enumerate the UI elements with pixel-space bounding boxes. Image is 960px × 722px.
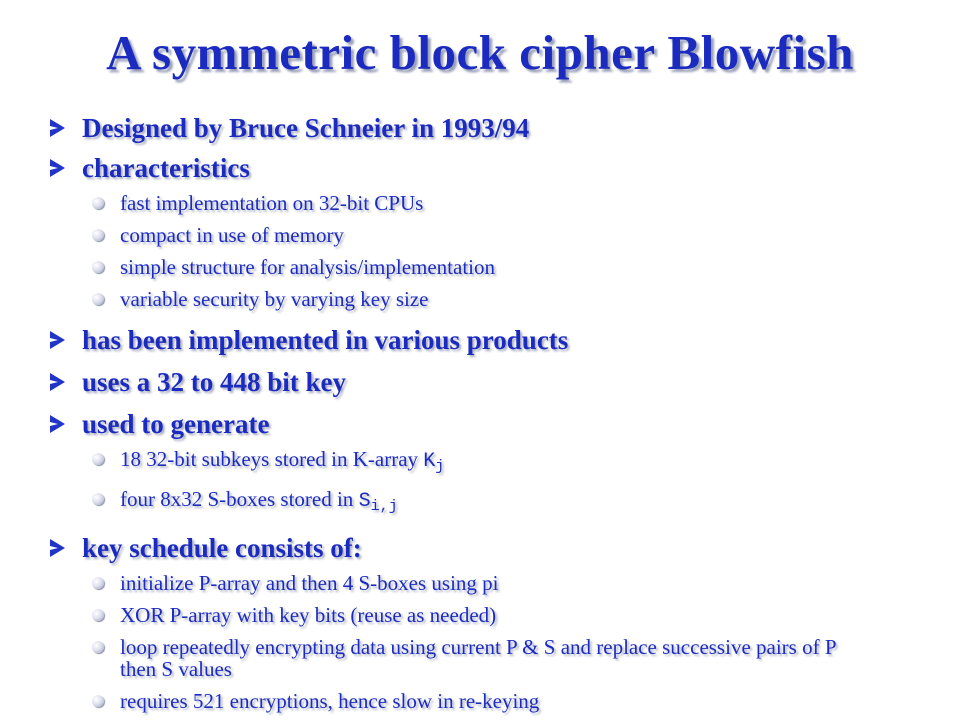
- bullet-text: used to generate: [82, 409, 270, 439]
- sub-bullet-text: simple structure for analysis/implementation: [120, 255, 495, 279]
- round-bullet-icon: [92, 695, 104, 707]
- round-bullet-icon: [92, 293, 104, 305]
- sub-bullet: [46, 288, 926, 310]
- sub-bullet-text: variable security by varying key size: [120, 287, 429, 311]
- bullet-characteristics: [46, 152, 926, 184]
- bullet-text: key schedule consists of:: [82, 533, 362, 563]
- sub-bullet: [46, 636, 840, 680]
- arrow-bullet-icon: [50, 373, 65, 391]
- round-bullet-icon: [92, 197, 104, 209]
- sub-bullet: [46, 488, 926, 518]
- sub-bullet: [46, 690, 926, 712]
- bullet-designed: [46, 112, 926, 144]
- round-bullet-icon: [92, 229, 104, 241]
- bullet-text: Designed by Bruce Schneier in 1993/94: [82, 113, 530, 143]
- k-array-subscript: j: [435, 458, 445, 475]
- sub-bullet-text: fast implementation on 32-bit CPUs: [120, 191, 424, 215]
- bullet-text: has been implemented in various products: [82, 325, 569, 355]
- s-box-subscript: i,j: [370, 498, 398, 515]
- bullet-text: uses a 32 to 448 bit key: [82, 367, 347, 397]
- sub-bullet: [46, 192, 926, 214]
- sub-bullet: [46, 604, 926, 626]
- slide-content: [46, 112, 926, 722]
- slide-title: A symmetric block cipher Blowfish: [106, 25, 854, 80]
- sub-bullet: [46, 256, 926, 278]
- sub-bullet: [46, 448, 926, 478]
- k-array-symbol: K: [423, 450, 436, 473]
- bullet-key-schedule: [46, 532, 926, 564]
- bullet-key-size: [46, 366, 926, 398]
- sub-bullet-text: requires 521 encryptions, hence slow in re-keying: [120, 689, 540, 713]
- round-bullet-icon: [92, 493, 104, 505]
- sub-bullet: [46, 572, 926, 594]
- sub-bullet-text: 18 32-bit subkeys stored in K-array: [120, 447, 424, 471]
- bullet-implemented: [46, 324, 926, 356]
- sub-bullet-text: four 8x32 S-boxes stored in: [120, 487, 359, 511]
- sub-bullet-text: initialize P-array and then 4 S-boxes using pi: [120, 571, 499, 595]
- round-bullet-icon: [92, 609, 104, 621]
- arrow-bullet-icon: [50, 119, 65, 137]
- arrow-bullet-icon: [50, 415, 65, 433]
- s-box-symbol: S: [358, 490, 371, 513]
- sub-bullet: [46, 224, 926, 246]
- arrow-bullet-icon: [50, 159, 65, 177]
- arrow-bullet-icon: [50, 539, 65, 557]
- round-bullet-icon: [92, 453, 104, 465]
- bullet-text: characteristics: [82, 153, 250, 183]
- sub-bullet-text: XOR P-array with key bits (reuse as needed): [120, 603, 497, 627]
- arrow-bullet-icon: [50, 331, 65, 349]
- sub-bullet-text: compact in use of memory: [120, 223, 344, 247]
- round-bullet-icon: [92, 261, 104, 273]
- bullet-used-to-generate: [46, 408, 926, 440]
- sub-bullet-text: loop repeatedly encrypting data using current P & S and replace successive pairs of P then S values: [120, 635, 836, 681]
- round-bullet-icon: [92, 641, 104, 653]
- round-bullet-icon: [92, 577, 104, 589]
